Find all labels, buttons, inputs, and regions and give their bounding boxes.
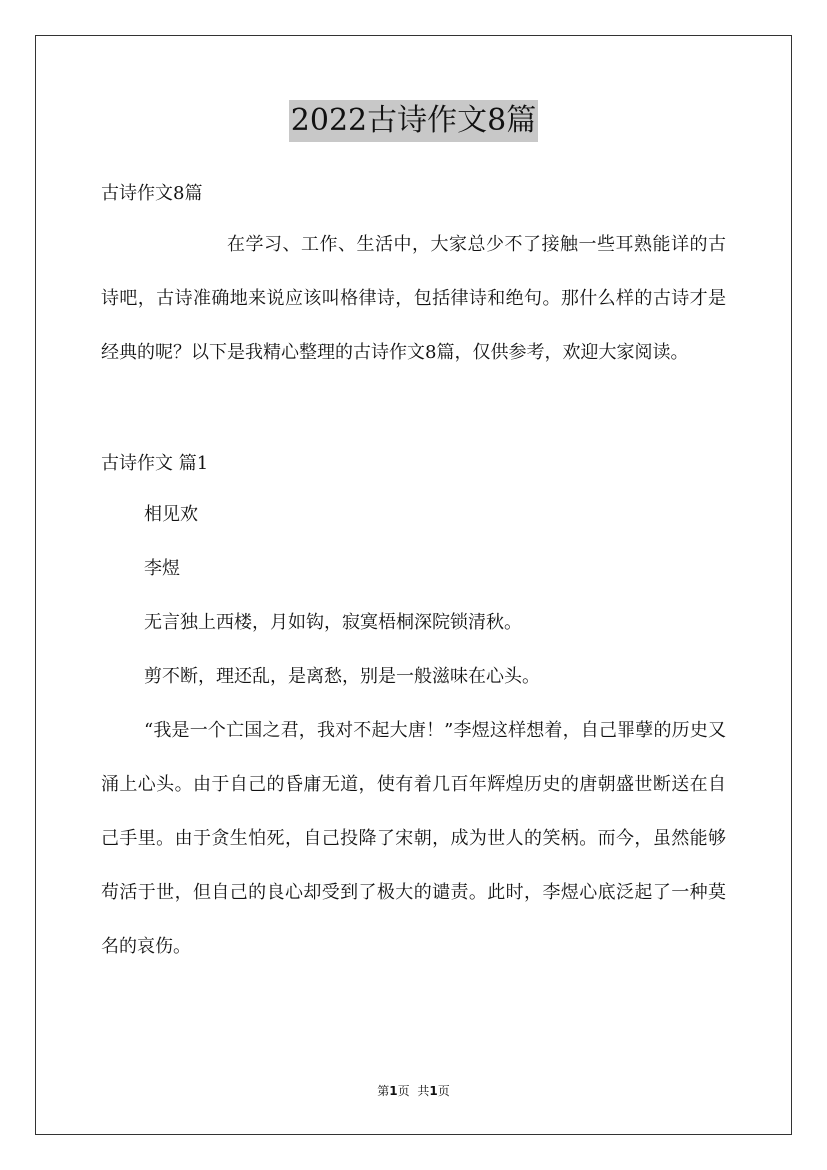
poem-line-1: 无言独上西楼，月如钩，寂寞梧桐深院锁清秋。 [144, 612, 522, 633]
poem-author: 李煜 [144, 558, 180, 579]
footer-page-suffix: 页 [397, 1084, 410, 1098]
document-title-text: 2022古诗作文8篇 [289, 100, 538, 142]
footer-page-total: 1 [429, 1084, 438, 1098]
footer-page-current: 1 [389, 1084, 398, 1098]
intro-paragraph: 在学习、工作、生活中，大家总少不了接触一些耳熟能详的古诗吧，古诗准确地来说应该叫格律诗，包括律诗和绝句。那什么样的古诗才是经典的呢？以下是我精心整理的古诗作文8篇，仅供参考，欢迎大家阅读。 [101, 234, 726, 363]
section-heading: 古诗作文 篇1 [101, 453, 209, 474]
document-subtitle: 古诗作文8篇 [101, 183, 203, 204]
footer-total-prefix: 共 [417, 1084, 430, 1098]
document-title [0, 100, 827, 142]
document-body [101, 170, 726, 974]
footer-total-suffix: 页 [437, 1084, 450, 1098]
footer-page-prefix: 第 [377, 1084, 390, 1098]
story-paragraph: “我是一个亡国之君，我对不起大唐！”李煜这样想着，自己罪孽的历史又涌上心头。由于自己的昏庸无道，使有着几百年辉煌历史的唐朝盛世断送在自己手里。由于贪生怕死，自己投降了宋朝，成为世人的笑柄。而今，虽然能够苟活于世，但自己的良心却受到了极大的谴责。此时，李煜心底泛起了一种莫名的哀伤。 [101, 720, 726, 957]
poem-line-2: 剪不断，理还乱，是离愁，别是一般滋味在心头。 [144, 666, 540, 687]
poem-title: 相见欢 [144, 504, 198, 525]
page-footer [0, 1082, 827, 1099]
